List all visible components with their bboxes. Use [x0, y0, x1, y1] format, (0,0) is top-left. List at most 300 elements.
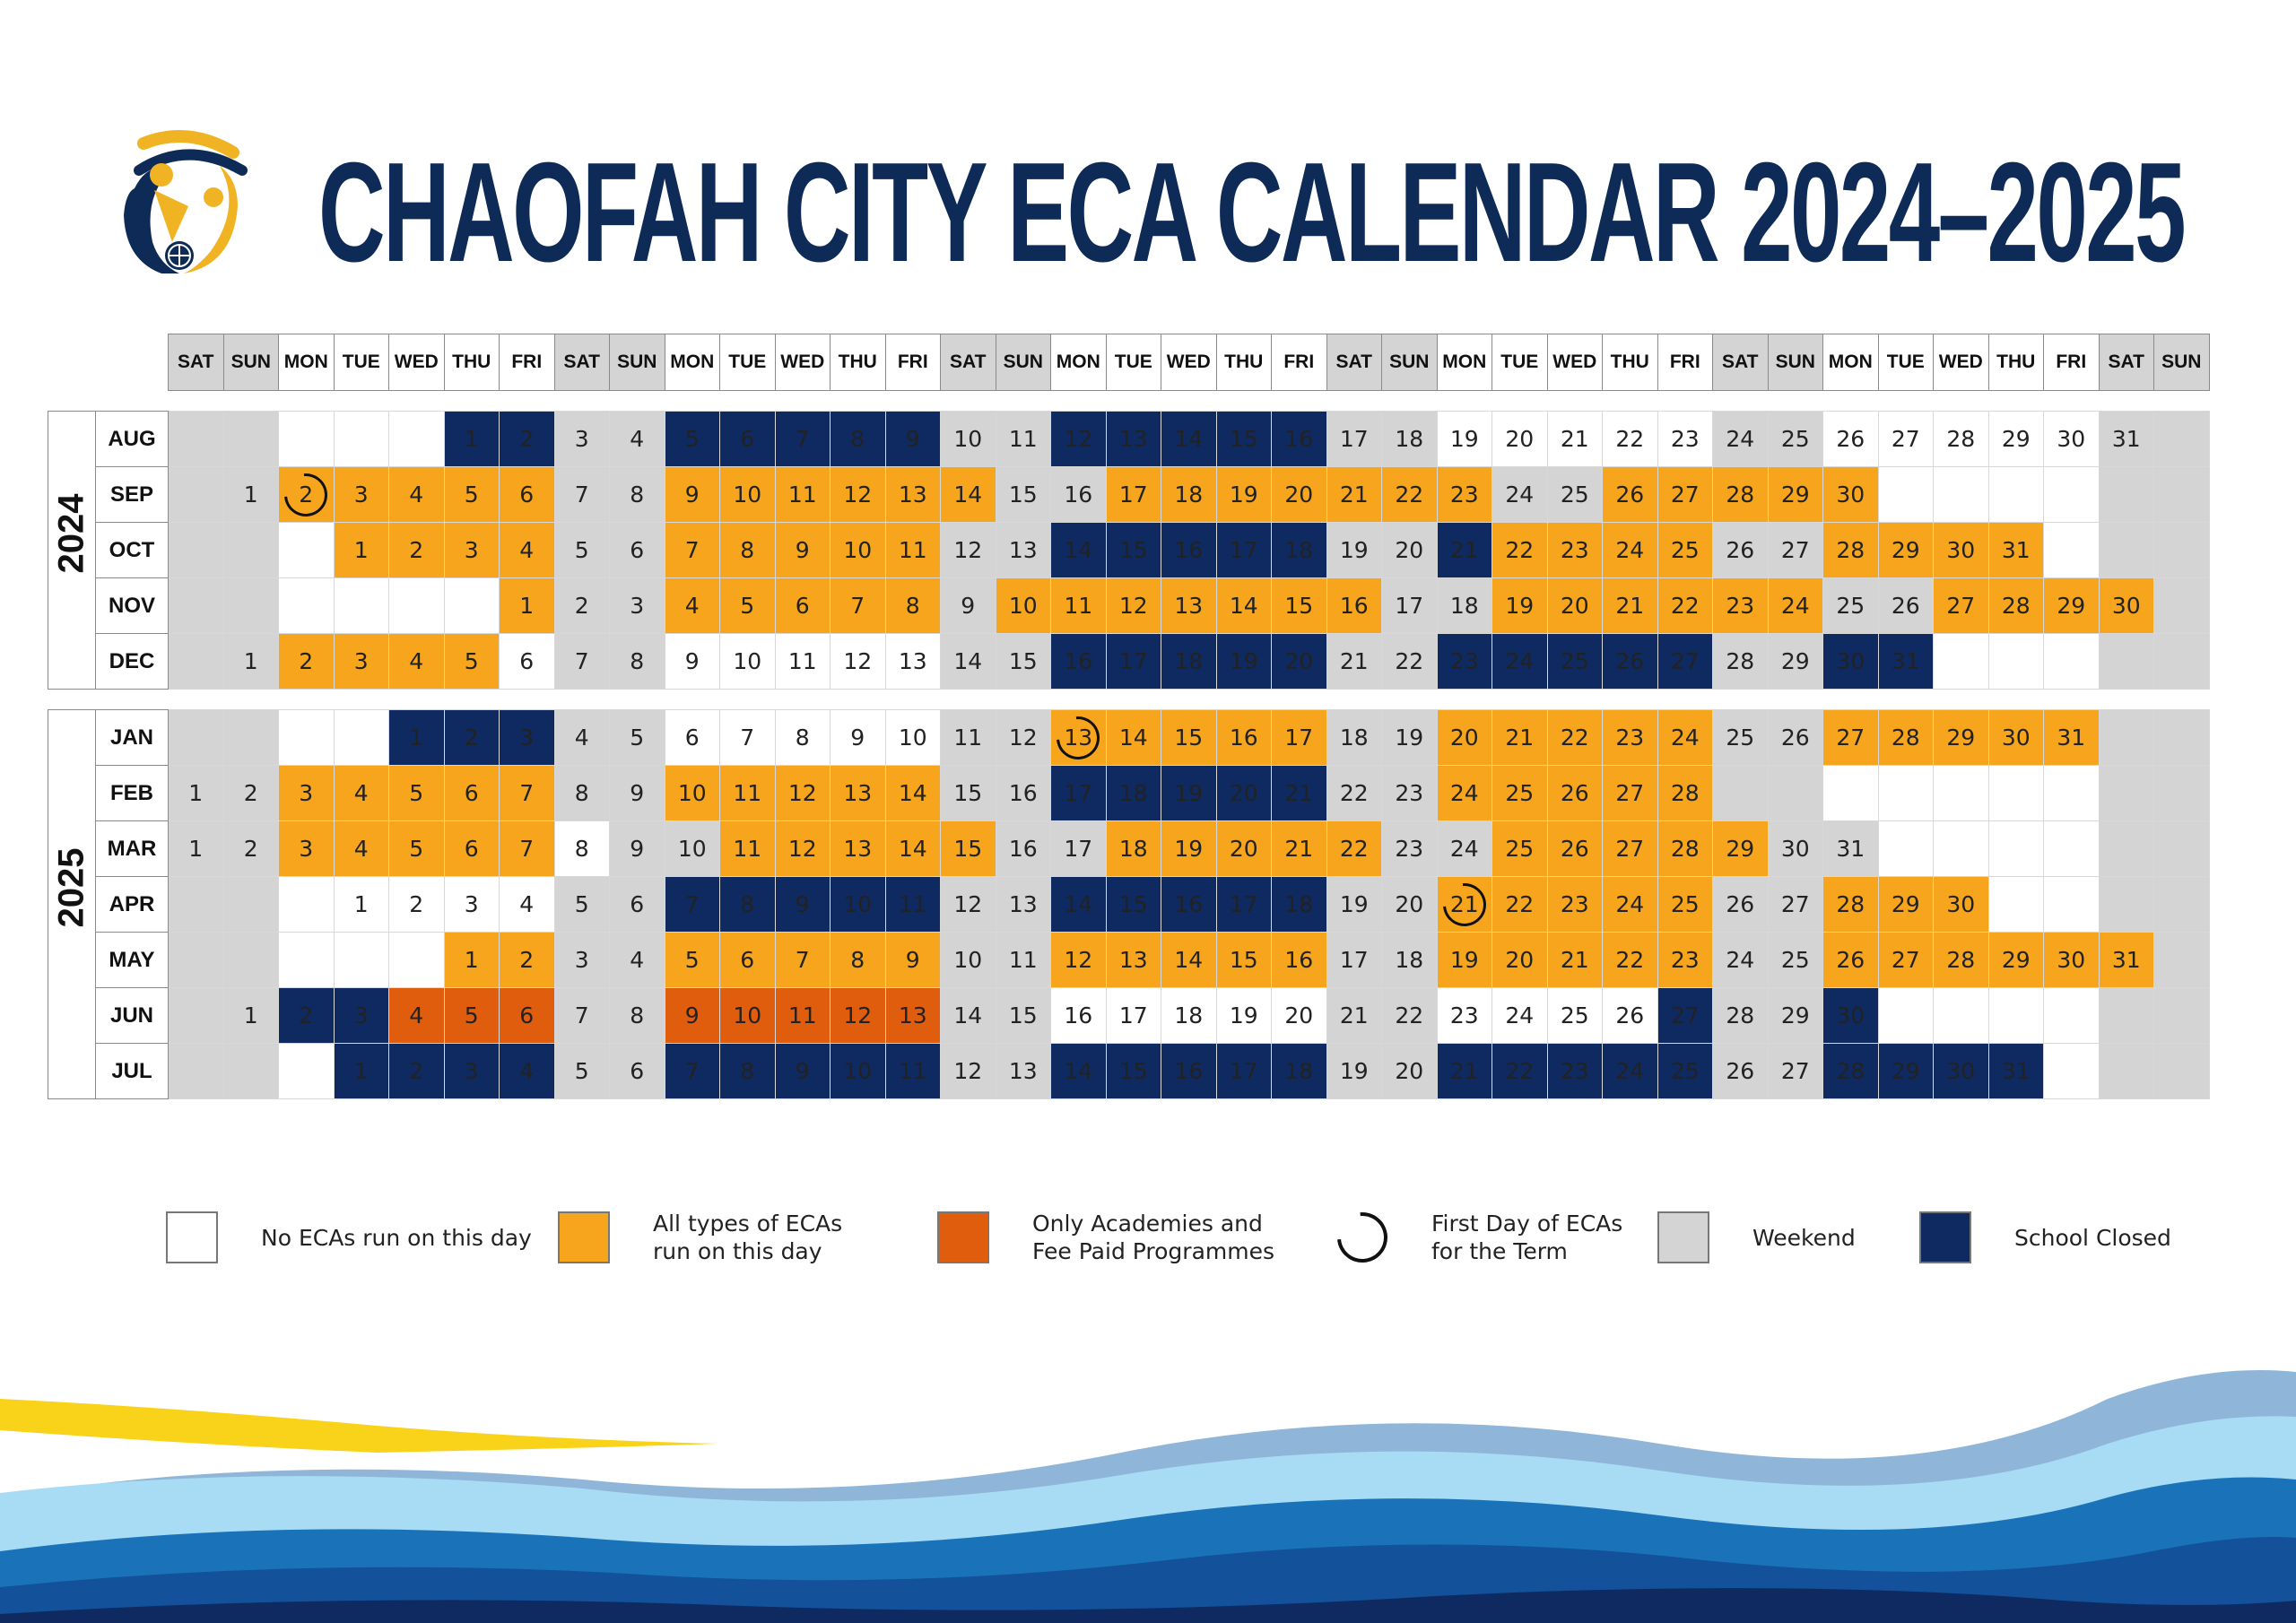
calendar-day: 25 — [1547, 467, 1603, 523]
calendar-day: 20 — [1382, 1044, 1438, 1099]
calendar-day: 20 — [1272, 988, 1327, 1044]
calendar-day: 3 — [500, 710, 555, 766]
calendar-day: 10 — [941, 412, 996, 467]
calendar-day: 24 — [1492, 634, 1548, 690]
calendar-day: 26 — [1823, 933, 1879, 988]
legend-item — [1657, 1206, 1856, 1269]
calendar-day: 14 — [1051, 877, 1107, 933]
month-label: JUN — [96, 988, 169, 1044]
calendar-day: 30 — [1934, 877, 1989, 933]
month-row — [48, 523, 2210, 578]
calendar-day: 31 — [1823, 821, 1879, 877]
empty-cell — [2099, 710, 2154, 766]
calendar-day: 23 — [1657, 933, 1713, 988]
calendar-day: 8 — [610, 634, 665, 690]
empty-cell — [2154, 467, 2210, 523]
calendar-day: 14 — [941, 634, 996, 690]
day-header: MON — [279, 334, 335, 391]
month-label: JAN — [96, 710, 169, 766]
calendar-day: 11 — [775, 988, 831, 1044]
blank-corner — [48, 334, 96, 391]
calendar-day: 5 — [389, 766, 445, 821]
empty-cell — [2099, 821, 2154, 877]
day-header: SUN — [223, 334, 279, 391]
legend-swatch — [166, 1211, 218, 1263]
empty-cell — [2099, 877, 2154, 933]
legend-label: Only Academies and Fee Paid Programmes — [1032, 1211, 1274, 1264]
calendar-day: 24 — [1437, 821, 1492, 877]
calendar-day: 4 — [665, 578, 720, 634]
empty-cell — [334, 412, 389, 467]
day-header: SUN — [2154, 334, 2210, 391]
empty-cell — [2044, 988, 2100, 1044]
calendar-day: 14 — [1161, 933, 1217, 988]
calendar-day: 1 — [389, 710, 445, 766]
calendar-day: 2 — [389, 877, 445, 933]
calendar-day: 19 — [1216, 467, 1272, 523]
calendar-day: 9 — [885, 933, 941, 988]
calendar-day: 8 — [885, 578, 941, 634]
calendar-day: 11 — [885, 1044, 941, 1099]
calendar-day: 3 — [334, 467, 389, 523]
calendar-day: 30 — [2044, 412, 2100, 467]
calendar-day: 12 — [941, 1044, 996, 1099]
day-header: SAT — [1713, 334, 1769, 391]
calendar-day: 3 — [610, 578, 665, 634]
calendar-day: 10 — [720, 467, 776, 523]
calendar-day: 4 — [554, 710, 610, 766]
calendar-day: 22 — [1492, 523, 1548, 578]
day-header: FRI — [500, 334, 555, 391]
calendar-day: 11 — [720, 821, 776, 877]
calendar-day: 12 — [941, 523, 996, 578]
calendar-day: 26 — [1768, 710, 1823, 766]
calendar-day: 26 — [1713, 1044, 1769, 1099]
calendar-day: 12 — [1051, 933, 1107, 988]
legend-item — [937, 1206, 1274, 1269]
calendar-day: 14 — [885, 821, 941, 877]
empty-cell — [1934, 821, 1989, 877]
day-header: THU — [831, 334, 886, 391]
calendar-day: 25 — [1713, 710, 1769, 766]
first-day-marker — [275, 464, 336, 525]
day-header: THU — [1603, 334, 1658, 391]
calendar-day: 26 — [1603, 467, 1658, 523]
calendar-day: 19 — [1437, 412, 1492, 467]
calendar-day: 29 — [1768, 988, 1823, 1044]
calendar-day: 24 — [1492, 988, 1548, 1044]
calendar-day: 16 — [1051, 467, 1107, 523]
calendar-day: 13 — [996, 1044, 1051, 1099]
calendar-day: 27 — [1823, 710, 1879, 766]
calendar-day: 7 — [500, 821, 555, 877]
day-header: FRI — [1272, 334, 1327, 391]
calendar-day: 9 — [941, 578, 996, 634]
calendar-day: 24 — [1603, 1044, 1658, 1099]
empty-cell — [169, 1044, 224, 1099]
calendar-day: 7 — [500, 766, 555, 821]
calendar-day: 17 — [1326, 933, 1382, 988]
day-header: SAT — [169, 334, 224, 391]
month-row — [48, 578, 2210, 634]
legend-item — [1919, 1206, 2171, 1269]
empty-cell — [2154, 821, 2210, 877]
month-row — [48, 467, 2210, 523]
calendar-day: 12 — [775, 766, 831, 821]
empty-cell — [1934, 634, 1989, 690]
calendar-day: 13 — [885, 467, 941, 523]
calendar-day: 23 — [1547, 523, 1603, 578]
calendar-day: 19 — [1326, 1044, 1382, 1099]
calendar-day: 5 — [444, 467, 500, 523]
calendar-day: 16 — [1326, 578, 1382, 634]
calendar-day: 15 — [996, 467, 1051, 523]
calendar-day: 2 — [389, 523, 445, 578]
calendar-day: 22 — [1547, 710, 1603, 766]
calendar-day: 26 — [1713, 877, 1769, 933]
day-header: TUE — [1492, 334, 1548, 391]
calendar-day: 17 — [1106, 467, 1161, 523]
calendar-day: 2 — [279, 467, 335, 523]
empty-cell — [169, 467, 224, 523]
calendar-day: 14 — [1106, 710, 1161, 766]
calendar-day: 26 — [1713, 523, 1769, 578]
calendar-day: 31 — [1878, 634, 1934, 690]
calendar-day: 23 — [1547, 877, 1603, 933]
day-header: FRI — [2044, 334, 2100, 391]
empty-cell — [169, 412, 224, 467]
calendar-day: 5 — [610, 710, 665, 766]
calendar-day: 1 — [223, 634, 279, 690]
month-row — [48, 1044, 2210, 1099]
legend-swatch — [937, 1211, 989, 1263]
calendar-day: 15 — [941, 766, 996, 821]
calendar-day: 11 — [996, 412, 1051, 467]
calendar-day: 8 — [610, 467, 665, 523]
calendar-day: 15 — [941, 821, 996, 877]
empty-cell — [1988, 634, 2044, 690]
day-header: THU — [444, 334, 500, 391]
calendar-day: 2 — [223, 766, 279, 821]
calendar-day: 14 — [1161, 412, 1217, 467]
empty-cell — [2154, 634, 2210, 690]
day-header: SUN — [610, 334, 665, 391]
calendar-day: 16 — [1272, 933, 1327, 988]
calendar-day: 17 — [1216, 523, 1272, 578]
calendar-day: 21 — [1492, 710, 1548, 766]
calendar-day: 30 — [2099, 578, 2154, 634]
calendar-day: 25 — [1492, 821, 1548, 877]
calendar-day: 1 — [334, 877, 389, 933]
calendar-day: 20 — [1216, 766, 1272, 821]
empty-cell — [1823, 766, 1879, 821]
calendar-day: 13 — [996, 523, 1051, 578]
calendar-day: 18 — [1326, 710, 1382, 766]
calendar-day: 24 — [1492, 467, 1548, 523]
calendar-day: 3 — [444, 877, 500, 933]
calendar-day: 29 — [1713, 821, 1769, 877]
calendar-day: 28 — [1823, 1044, 1879, 1099]
month-label: MAR — [96, 821, 169, 877]
calendar-day: 26 — [1823, 412, 1879, 467]
calendar-day: 13 — [831, 766, 886, 821]
calendar-day: 26 — [1878, 578, 1934, 634]
calendar-day: 21 — [1272, 766, 1327, 821]
calendar-day: 19 — [1216, 634, 1272, 690]
calendar-day: 10 — [665, 821, 720, 877]
calendar-day: 1 — [444, 933, 500, 988]
day-header: TUE — [1106, 334, 1161, 391]
calendar-day: 29 — [1934, 710, 1989, 766]
calendar-day: 16 — [1161, 877, 1217, 933]
day-header: MON — [1437, 334, 1492, 391]
empty-cell — [389, 412, 445, 467]
calendar-day: 14 — [1216, 578, 1272, 634]
empty-cell — [2044, 877, 2100, 933]
calendar-day: 2 — [500, 933, 555, 988]
calendar-day: 30 — [1934, 523, 1989, 578]
calendar-day: 25 — [1547, 634, 1603, 690]
empty-cell — [223, 710, 279, 766]
calendar-day: 16 — [996, 766, 1051, 821]
calendar-day: 2 — [554, 578, 610, 634]
empty-cell — [334, 710, 389, 766]
calendar-day: 31 — [1988, 1044, 2044, 1099]
empty-cell — [2099, 1044, 2154, 1099]
blank-corner — [96, 334, 169, 391]
calendar-day: 29 — [2044, 578, 2100, 634]
empty-cell — [334, 933, 389, 988]
calendar-day: 24 — [1603, 877, 1658, 933]
calendar-day: 29 — [1988, 933, 2044, 988]
month-label: OCT — [96, 523, 169, 578]
calendar-day: 6 — [444, 821, 500, 877]
calendar-day: 21 — [1437, 1044, 1492, 1099]
empty-cell — [2044, 523, 2100, 578]
calendar-day: 22 — [1326, 821, 1382, 877]
calendar-day: 21 — [1603, 578, 1658, 634]
calendar-day: 20 — [1492, 412, 1548, 467]
calendar-day: 21 — [1326, 634, 1382, 690]
calendar-day: 1 — [169, 766, 224, 821]
calendar-day: 3 — [444, 523, 500, 578]
calendar-day: 21 — [1272, 821, 1327, 877]
calendar-day: 25 — [1768, 933, 1823, 988]
calendar-day: 4 — [610, 412, 665, 467]
calendar-day: 11 — [775, 467, 831, 523]
calendar-day: 10 — [885, 710, 941, 766]
calendar-day: 29 — [1878, 523, 1934, 578]
calendar-day: 5 — [389, 821, 445, 877]
calendar-day: 6 — [720, 933, 776, 988]
calendar-day: 10 — [665, 766, 720, 821]
calendar-day: 5 — [554, 523, 610, 578]
empty-cell — [2099, 523, 2154, 578]
empty-cell — [1988, 766, 2044, 821]
legend-label: School Closed — [2014, 1224, 2171, 1251]
empty-cell — [1988, 467, 2044, 523]
empty-cell — [2154, 766, 2210, 821]
month-row — [48, 412, 2210, 467]
calendar-day: 22 — [1603, 933, 1658, 988]
calendar-day: 17 — [1216, 877, 1272, 933]
empty-cell — [2154, 1044, 2210, 1099]
calendar-day: 4 — [389, 467, 445, 523]
page-title: CHAOFAH CITY ECA CALENDAR 2024–2025 — [318, 134, 2184, 291]
calendar-day: 3 — [334, 988, 389, 1044]
empty-cell — [1878, 467, 1934, 523]
calendar-day: 1 — [334, 523, 389, 578]
calendar-day: 26 — [1547, 821, 1603, 877]
calendar-day: 7 — [831, 578, 886, 634]
calendar-day: 13 — [1106, 933, 1161, 988]
day-header: TUE — [720, 334, 776, 391]
calendar-day: 28 — [1657, 766, 1713, 821]
calendar-day: 25 — [1657, 523, 1713, 578]
day-header: SAT — [2099, 334, 2154, 391]
calendar-day: 5 — [554, 1044, 610, 1099]
calendar-day: 11 — [885, 523, 941, 578]
calendar-day: 15 — [1272, 578, 1327, 634]
calendar-day: 16 — [1216, 710, 1272, 766]
day-header: THU — [1216, 334, 1272, 391]
calendar-day: 31 — [1988, 523, 2044, 578]
calendar-day: 16 — [1161, 523, 1217, 578]
empty-cell — [2154, 877, 2210, 933]
calendar-day: 4 — [500, 523, 555, 578]
calendar-day: 19 — [1437, 933, 1492, 988]
calendar-day: 13 — [885, 988, 941, 1044]
calendar-day: 16 — [1051, 634, 1107, 690]
calendar-day: 12 — [941, 877, 996, 933]
calendar-day: 28 — [1713, 988, 1769, 1044]
calendar-day: 8 — [831, 933, 886, 988]
month-row — [48, 634, 2210, 690]
calendar-day: 9 — [610, 766, 665, 821]
empty-cell — [169, 634, 224, 690]
calendar-day: 20 — [1382, 523, 1438, 578]
empty-cell — [279, 710, 335, 766]
calendar-day: 13 — [996, 877, 1051, 933]
calendar-day: 30 — [1934, 1044, 1989, 1099]
calendar-day: 6 — [775, 578, 831, 634]
calendar-day: 20 — [1382, 877, 1438, 933]
empty-cell — [279, 412, 335, 467]
day-header: WED — [389, 334, 445, 391]
day-header: SAT — [554, 334, 610, 391]
calendar-day: 18 — [1272, 1044, 1327, 1099]
legend — [0, 1206, 2296, 1269]
empty-cell — [1988, 877, 2044, 933]
empty-cell — [169, 710, 224, 766]
calendar-day: 21 — [1547, 412, 1603, 467]
calendar-day: 12 — [831, 988, 886, 1044]
calendar-day: 27 — [1768, 523, 1823, 578]
calendar-day: 11 — [941, 710, 996, 766]
legend-swatch — [1919, 1211, 1971, 1263]
calendar-day: 15 — [1216, 933, 1272, 988]
calendar-day: 19 — [1382, 710, 1438, 766]
calendar-day: 13 — [1161, 578, 1217, 634]
school-logo — [108, 108, 251, 287]
calendar-day: 28 — [1934, 933, 1989, 988]
month-label: FEB — [96, 766, 169, 821]
calendar-day: 22 — [1657, 578, 1713, 634]
calendar-day: 16 — [1272, 412, 1327, 467]
calendar-day: 18 — [1272, 877, 1327, 933]
calendar-day: 20 — [1272, 467, 1327, 523]
empty-cell — [169, 877, 224, 933]
calendar-day: 6 — [610, 1044, 665, 1099]
empty-cell — [2044, 1044, 2100, 1099]
calendar-day: 23 — [1437, 467, 1492, 523]
calendar-day: 26 — [1547, 766, 1603, 821]
empty-cell — [279, 578, 335, 634]
day-header: SUN — [1768, 334, 1823, 391]
calendar-day: 13 — [1106, 412, 1161, 467]
calendar-day: 7 — [554, 634, 610, 690]
empty-cell — [2154, 988, 2210, 1044]
empty-cell — [169, 988, 224, 1044]
calendar-day: 18 — [1106, 821, 1161, 877]
calendar-day: 8 — [554, 821, 610, 877]
calendar-day: 21 — [1547, 933, 1603, 988]
calendar-day: 15 — [1106, 1044, 1161, 1099]
month-row — [48, 710, 2210, 766]
calendar-day: 25 — [1657, 1044, 1713, 1099]
empty-cell — [279, 877, 335, 933]
calendar-day: 12 — [1106, 578, 1161, 634]
calendar-day: 23 — [1603, 710, 1658, 766]
calendar-day: 24 — [1603, 523, 1658, 578]
empty-cell — [2099, 988, 2154, 1044]
legend-label: No ECAs run on this day — [261, 1224, 532, 1251]
empty-cell — [223, 1044, 279, 1099]
empty-cell — [1713, 766, 1769, 821]
empty-cell — [1934, 766, 1989, 821]
calendar-day: 5 — [665, 933, 720, 988]
calendar-day: 10 — [996, 578, 1051, 634]
calendar-day: 7 — [554, 467, 610, 523]
calendar-day: 19 — [1326, 877, 1382, 933]
calendar-day: 19 — [1492, 578, 1548, 634]
empty-cell — [2044, 467, 2100, 523]
empty-cell — [223, 523, 279, 578]
empty-cell — [1988, 821, 2044, 877]
calendar-day: 30 — [1823, 467, 1879, 523]
calendar-day: 5 — [444, 988, 500, 1044]
calendar-day: 15 — [1216, 412, 1272, 467]
year-label: 2024 — [48, 412, 96, 690]
calendar-day: 6 — [665, 710, 720, 766]
calendar-day: 29 — [1988, 412, 2044, 467]
calendar-day: 23 — [1547, 1044, 1603, 1099]
legend-label: Weekend — [1752, 1224, 1856, 1251]
empty-cell — [1988, 988, 2044, 1044]
calendar-day: 2 — [223, 821, 279, 877]
calendar-day: 5 — [444, 634, 500, 690]
calendar-day: 17 — [1106, 634, 1161, 690]
calendar-day: 11 — [885, 877, 941, 933]
empty-cell — [1768, 766, 1823, 821]
calendar-day: 29 — [1878, 1044, 1934, 1099]
calendar-day: 7 — [665, 877, 720, 933]
empty-cell — [1878, 821, 1934, 877]
calendar-day: 31 — [2099, 933, 2154, 988]
calendar-day: 6 — [500, 988, 555, 1044]
legend-label: First Day of ECAs for the Term — [1431, 1211, 1623, 1264]
calendar-day: 12 — [1051, 412, 1107, 467]
